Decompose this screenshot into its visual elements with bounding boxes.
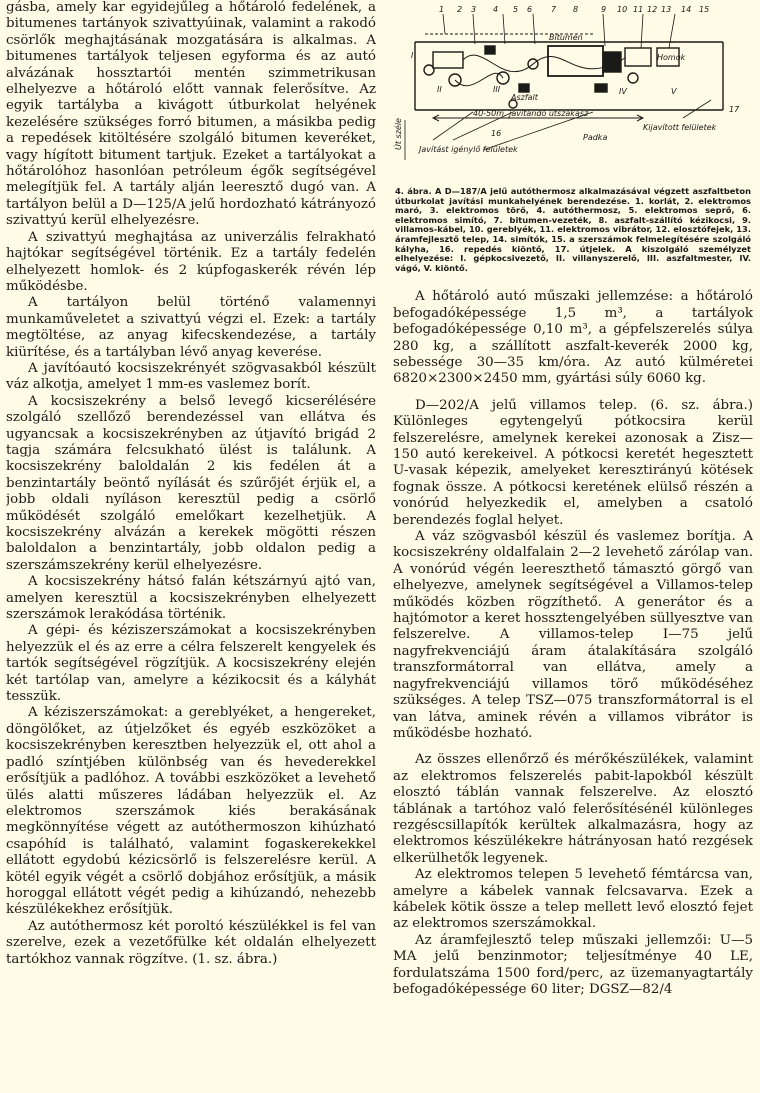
figure-number: 6	[527, 5, 533, 14]
paragraph: Az összes ellenőrző és mérőkészülékek, valamint az elektromos felszerelés pabit-lapokból készült elosztó táblán vannak felszerelve. Az elosztó táblának a tartóhoz való felerősítésénél különleges rezgéscsillapítók kerültek alkalmazásra, hogy az elektromos készülékekre hátrányosan ható rezgések elkerülhetők legyenek.	[393, 752, 753, 866]
paragraph: A gépi- és kéziszerszámokat a kocsiszekrényben helyezzük el és az erre a célra felszerelt kengyelek és tartók segítségével rögzítjük. A kocsiszekrény elején két tartólap van, amelyre a kézikocsit és a kályhát tesszük.	[6, 623, 376, 705]
electric-cable	[463, 55, 625, 72]
roman-label: III	[493, 85, 501, 94]
paragraph: A kocsiszekrény hátsó falán kétszárnyú ajtó van, amelyen keresztül a kocsiszekrényben elhelyezett szerszámok lerakódása történik.	[6, 574, 376, 623]
paragraph: gásba, amely kar egyidejűleg a hőtároló fedelének, a bitumenes tartányok szivattyúinak, valamint a rakodó csörlők meghajtásának mozgatására is alkalmas. A bitumenes tartályok teljesen egyforma és az autó alvázának hossztartói mentén szimmetrikusan elhelyezve a hőtároló előtt vannak felerősítve. Az egyik tartályba a kivágott útburkolat helyének kezelésére szükséges forró bitumen, a másikba pedig a repedések kitöltésére szolgáló bitumen keveréket, vagy hígított bitument tartjuk. Ezeket a tartályokat a hőtárolóhoz hasonlóan petróleum égők segítségével melegítjük fel. A tartály alján leeresztő dugó van. A tartályon belül a D—125/A jelű hordozható kátrányozó szivattyú kerül elhelyezésre.	[6, 0, 376, 229]
figure-number: 13	[661, 5, 672, 14]
label-road-section: 40-50m. javítandó útszakasz	[473, 109, 589, 118]
equipment-circle	[424, 65, 434, 75]
equipment-circle	[628, 73, 638, 83]
paragraph: A szivattyú meghajtása az univerzális felrakható hajtókar segítségével történik. Ez a tartály fedelén elhelyezett homlok- és 2 kúpfogaskerék révén lép működésbe.	[6, 229, 376, 294]
tool-cart	[433, 52, 463, 68]
figure-number: 5	[513, 5, 519, 14]
generator-trailer	[625, 48, 651, 66]
bitumen-line	[455, 73, 503, 86]
leader-line	[433, 112, 473, 140]
paragraph: A javítóautó kocsiszekrényét szögvasakból készült váz alkotja, amelyet 1 mm-es vaslemez borít.	[6, 360, 376, 393]
figure-number: 3	[471, 5, 477, 14]
paragraph: Az autóthermosz két poroltó készülékkel is fel van szerelve, ezek a vezetőfülke két oldalán elhelyezett tartókhoz vannak rögzítve. (1. sz. ábra.)	[6, 918, 376, 967]
label-aszfalt: Aszfalt	[511, 93, 538, 102]
figure-number: 2	[457, 5, 463, 14]
worksite-layout-diagram	[393, 0, 753, 183]
figure-number: 7	[551, 5, 557, 14]
paragraph: A hőtároló autó műszaki jellemzése: a hőtároló befogadóképessége 1,5 m³, a tartályok befogadóképessége 0,10 m³, a gépfelszerelés súlya 280 kg, a szállított aszfalt-keverék 2000 kg, sebessége 30—35 km/óra. Az autó külméretei 6820×2300×2450 mm, gyártási súly 6060 kg.	[393, 289, 753, 387]
figure-caption: 4. ábra. A D—187/A jelű autóthermosz alkalmazásával végzett aszfaltbeton útburkolat javítási munkahelyének berendezése. 1. korlát, 2. elektromos maró, 3. elektromos törő, 4. autóthermosz, 5. elektromos seprő, 6. elektromos simító, 7. bitumen-vezeték, 8. aszfalt-szállító kézikocsi, 9. villamos-kábel, 10. gereblyék, 11. elektromos vibrátor, 12. elosztófejek, 13. áramfejlesztő telep, 14. simítók, 15. a szerszámok felmelegítésére szolgáló kályha, 16. repedés kiöntő, 17. útjelek. A kiszolgáló személyzet elhelyezése: I. gépkocsivezető, II. villanyszerelő, III. aszfaltmester, IV. vágó, V. kiöntő.	[395, 186, 751, 273]
left-text-column	[6, 0, 376, 1093]
paragraph: A kocsiszekrény a belső levegő kicserélésére szolgáló szellőző berendezéssel van ellátva és ugyancsak a kocsiszekrényben az útjavító brigád 2 tagja számára felcsukható ülést is találunk. A kocsiszekrény baloldalán 2 kis fedélen át a benzintartály beöntő nyílását és szűrőjét érjük el, a jobb oldali nyíláson keresztül pedig a csörlő működését szolgáló emelőkart kezelhetjük. A kocsiszekrény alvázán a kerekek mögötti részen baloldalon a benzintartály, jobb oldalon pedig a szerszámszekrény kerül elhelyezésre.	[6, 393, 376, 573]
label-shoulder: Padka	[583, 133, 608, 142]
roman-label: IV	[619, 87, 627, 96]
figure-number: 15	[699, 5, 710, 14]
figure-number: 10	[617, 5, 628, 14]
paragraph: A kéziszerszámokat: a gereblyéket, a hengereket, döngölőket, az útjelzőket és egyéb eszközöket a kocsiszekrényben keresztben helyezzük el, ott ahol a padló színtjében különbség van és hevederekkel erősítjük a padlóhoz. A további eszközöket a levehető ülés alatti műszeres ládában helyezzük el. Az elektromos szerszámok kiés berakásának megkönnyítése végett az autóthermoszon kihúzható csapóhíd is található, valamint fogaskerekekkel ellátott egydobú kézicsörlő is felszerelésre kerül. A kötél egyik végét a csörlő dobjához erősítjük, a másik horoggal ellátott végét pedig a kihúzandó, nehezebb készülékekhez erősítjük.	[6, 705, 376, 918]
repair-patch	[485, 46, 495, 54]
label-cracks: Javítást igénylő felületek	[419, 145, 518, 154]
paragraph: D—202/A jelű villamos telep. (6. sz. ábra.) Különleges egytengelyű pótkocsira kerül felszerelésre, amelynek kerekei azonosak a Zisz—150 autó kerekeivel. A pótkocsi keretét hegesztett U-vasak képezik, amelyeket keresztirányú kötések fognak össze. A pótkocsi keretének elülső részén a vonórúd helyezkedik el, amelyben a csatoló berendezés foglal helyet.	[393, 397, 753, 528]
figure-number: 1	[439, 5, 445, 14]
autothermos-truck	[548, 46, 603, 76]
paragraph: Az elektromos telepen 5 levehető fémtárcsa van, amelyre a kábelek vannak felcsavarva. Ezek a kábelek kötik össze a telep mellett levő elosztó fejet az elektromos szerszámokkal.	[393, 867, 753, 932]
right-text-column	[393, 0, 753, 1093]
figure-number: 12	[647, 5, 658, 14]
label-num17: 17	[729, 105, 740, 114]
repair-patch	[519, 84, 529, 92]
label-road-edge: Út széle	[394, 118, 403, 150]
figure-number: 4	[493, 5, 499, 14]
figure-number: 8	[573, 5, 579, 14]
figure-number: 14	[681, 5, 692, 14]
leader-line	[683, 100, 711, 118]
roman-label: I	[411, 51, 414, 60]
figure-4-diagram	[393, 0, 753, 183]
paragraph: Az áramfejlesztő telep műszaki jellemzői: U—5 MA jelű benzinmotor; teljesítménye 40 LE, fordulatszáma 1500 ford/perc, az üzemanyagtartály befogadóképessége 60 liter; DGSZ—82/4	[393, 932, 753, 997]
figure-number: 9	[601, 5, 607, 14]
repair-patch	[595, 84, 607, 92]
label-homok: Homok	[657, 53, 686, 62]
roman-label: II	[437, 85, 442, 94]
figure-number: 11	[633, 5, 644, 14]
label-repaired: Kijavított felületek	[643, 123, 717, 132]
label-bitumen: Bitumen	[549, 33, 583, 42]
paragraph: A váz szögvasból készül és vaslemez borítja. A kocsiszekrény oldalfalain 2—2 levehető zárólap van. A vonórúd végén leereszthető támasztó görgő van elhelyezve, amelynek segítségével a Villamos-telep működés közben rögzíthető. A generátor és a hajtómotor a keret hossztengelyében süllyesztve van felszerelve. A villamos-telep I—75 jelű nagyfrekvenciájú áram átalakítására szolgáló transzformátorral van ellátva, amely a nagyfrekvenciájú villamos törő működéséhez szükséges. A telep TSZ—075 transzformátorral is el van látva, aminek révén a villamos vibrátor is működésbe hozható.	[393, 529, 753, 741]
paragraph: A tartályon belül történő valamennyi munkaműveletet a szivattyú végzi el. Ezek: a tartály megtöltése, az anyag kifecskendezése, a tartály kiürítése, és a tartályban lévő anyag keverése.	[6, 295, 376, 360]
label-num16: 16	[491, 129, 502, 138]
roman-label: V	[671, 87, 677, 96]
